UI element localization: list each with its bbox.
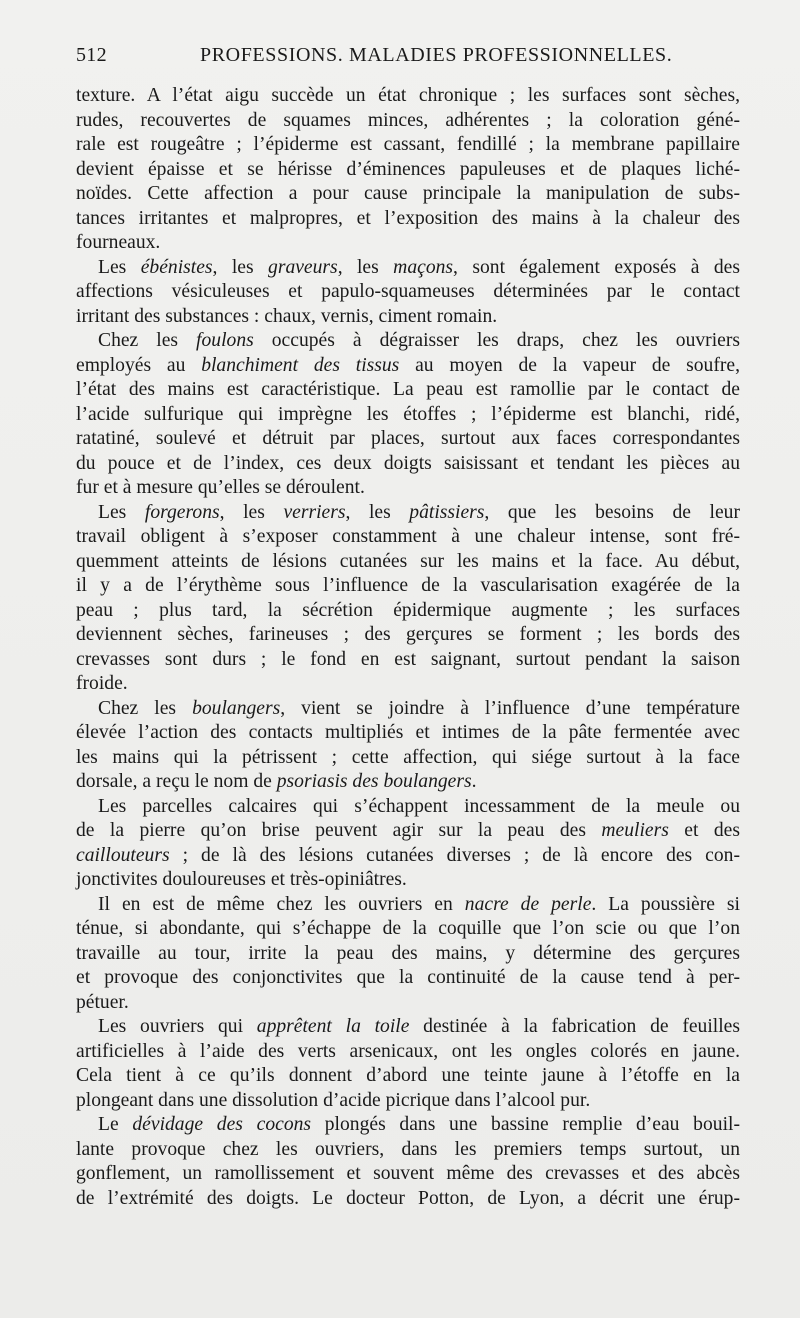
text-segment: Les [98, 501, 145, 523]
text-line: il y a de l’érythème sous l’influence de la vascularisation exagérée de la [76, 575, 740, 596]
text-line: fourneaux. [76, 232, 161, 253]
text-line: plongeant dans une dissolution d’acide picrique dans l’alcool pur. [76, 1089, 591, 1111]
text-segment: occupés à dégraisser les draps, chez les ouvriers [253, 330, 740, 351]
text-line: rale est rougeâtre ; l’épiderme est cassant, fendillé ; la membrane papillaire [76, 134, 740, 155]
text-segment: au moyen de la vapeur de soufre, [399, 354, 740, 376]
page-header [76, 44, 740, 74]
text-line [76, 770, 740, 795]
text-line [76, 329, 740, 354]
text-line: ténue, si abondante, qui s’échappe de la coquille que l’on scie ou que l’on [76, 918, 740, 939]
text-line [76, 1113, 740, 1138]
text-segment: , les [345, 501, 410, 523]
italic-term: cailloutеurs [76, 844, 170, 866]
italic-term: boulangers [192, 697, 281, 719]
text-line: jonctivites douloureuses et très-opiniâtres. [76, 869, 407, 890]
italic-term: maçons [393, 256, 454, 278]
italic-term: psoriasis des boulangers [276, 771, 472, 792]
italic-term: blanchiment des tissus [201, 354, 400, 376]
text-line: de l’extrémité des doigts. Le docteur Potton, de Lyon, a décrit une érup- [76, 1187, 740, 1209]
text-line [76, 844, 740, 869]
text-line: Cela tient à ce qu’ils donnent d’abord une teinte jaune à l’étoffe en la [76, 1065, 740, 1086]
text-segment: plongés dans une bassine remplie d’eau bouil- [311, 1114, 740, 1135]
text-line: gonflement, un ramollissement et souvent même des crevasses et des abcès [76, 1163, 740, 1184]
text-segment: de la pierre qu’on brise peuvent agir sur la peau des [76, 820, 602, 841]
italic-term: meuliers [601, 820, 669, 841]
text-segment: Il en est de même chez les ouvriers en [98, 893, 465, 915]
text-segment: , que les besoins de leur [484, 501, 740, 523]
text-line [76, 1015, 740, 1040]
text-segment: employés au [76, 354, 202, 376]
page-number: 512 [76, 44, 107, 66]
text-line: ratatiné, soulevé et détruit par places, surtout aux faces correspondantes [76, 428, 740, 449]
text-line: froide. [76, 673, 128, 694]
text-line: fur et à mesure qu’elles se déroulent. [76, 477, 365, 498]
text-line [76, 893, 740, 918]
text-line: et provoque des conjonctivites que la continuité de la cause tend à per- [76, 967, 740, 988]
text-segment: et des [668, 820, 740, 841]
italic-term: dévidage des cocons [132, 1114, 312, 1135]
text-line: crevasses sont durs ; le fond en est saignant, surtout pendant la saison [76, 648, 740, 670]
text-segment: , vient se joindre à l’influence d’une température [280, 697, 740, 719]
text-line: texture. A l’état aigu succède un état chronique ; les surfaces sont sèches, [76, 85, 740, 106]
text-segment: Le [98, 1114, 133, 1135]
text-segment: Les [98, 256, 141, 278]
text-line: du pouce et de l’index, ces deux doigts saisissant et tendant les pièces au [76, 452, 740, 474]
text-line: peau ; plus tard, la sécrétion épidermique augmente ; les surfaces [76, 599, 740, 621]
text-line: tances irritantes et malpropres, et l’exposition des mains à la chaleur des [76, 207, 740, 229]
text-line [76, 819, 740, 844]
text-line: affections vésiculeuses et papulo-squameuses déterminées par le contact [76, 281, 740, 302]
italic-term: verriers [283, 501, 346, 523]
text-line: irritant des substances : chaux, vernis, ciment romain. [76, 305, 498, 327]
italic-term: graveurs [268, 256, 338, 278]
text-segment: , les [219, 501, 284, 523]
text-segment: ; de là des lésions cutanées diverses ; de là encore des con- [169, 844, 740, 866]
text-line: quemment atteints de lésions cutanées sur les mains et la face. Au début, [76, 550, 740, 572]
text-line [76, 256, 740, 281]
text-line: l’état des mains est caractéristique. La peau est ramollie par le contact de [76, 379, 740, 400]
text-line: deviennent sèches, farineuses ; des gerçures se forment ; les bords des [76, 624, 740, 645]
text-line: lante provoque chez les ouvriers, dans les premiers temps surtout, un [76, 1138, 740, 1160]
text-line: rudes, recouvertes de squames minces, adhérentes ; la coloration géné- [76, 109, 740, 131]
text-line: noïdes. Cette affection a pour cause principale la manipulation de subs- [76, 183, 740, 204]
text-segment: destinée à la fabrication de feuilles [409, 1016, 740, 1037]
italic-term: nacre de perle [464, 893, 592, 915]
text-segment: . [471, 771, 477, 792]
text-line [76, 501, 740, 526]
running-head: PROFESSIONS. MALADIES PROFESSIONNELLES. [200, 44, 673, 66]
text-line: artificielles à l’aide des verts arsenicaux, ont les ongles colorés en jaune. [76, 1040, 740, 1062]
text-segment: , sont également exposés à des [453, 256, 740, 278]
text-segment: Les ouvriers qui [98, 1016, 257, 1037]
text-line: Les parcelles calcaires qui s’échappent incessamment de la meule ou [98, 795, 740, 817]
text-segment: dorsale, a reçu le nom de [76, 771, 277, 792]
text-line [76, 697, 740, 722]
italic-term: foulons [196, 330, 254, 351]
text-line: l’acide sulfurique qui imprègne les étoffes ; l’épiderme est blanchi, ridé, [76, 403, 740, 425]
italic-term: ébénistes [140, 256, 213, 278]
text-segment: Chez les [98, 330, 197, 351]
body-text [76, 84, 740, 1211]
text-segment: . La poussière si [591, 893, 740, 915]
text-line: travaille au tour, irrite la peau des mains, y détermine des gerçures [76, 942, 740, 964]
italic-term: forgerons [144, 501, 220, 523]
text-line: devient épaisse et se hérisse d’éminences papuleuses et de plaques liché- [76, 158, 740, 180]
text-line: travail obligent à s’exposer constamment à une chaleur intense, sont fré- [76, 526, 740, 547]
italic-term: pâtissiers [409, 501, 485, 523]
italic-term: apprêtent la toile [256, 1016, 410, 1037]
text-segment: , les [212, 256, 269, 278]
text-line [76, 354, 740, 379]
text-segment: Chez les [98, 697, 193, 719]
text-line: élevée l’action des contacts multipliés et intimes de la pâte fermentée avec [76, 722, 740, 743]
text-line: les mains qui la pétrissent ; cette affection, qui siége surtout à la face [76, 746, 740, 768]
text-line: pétuer. [76, 991, 129, 1013]
text-segment: , les [337, 256, 394, 278]
